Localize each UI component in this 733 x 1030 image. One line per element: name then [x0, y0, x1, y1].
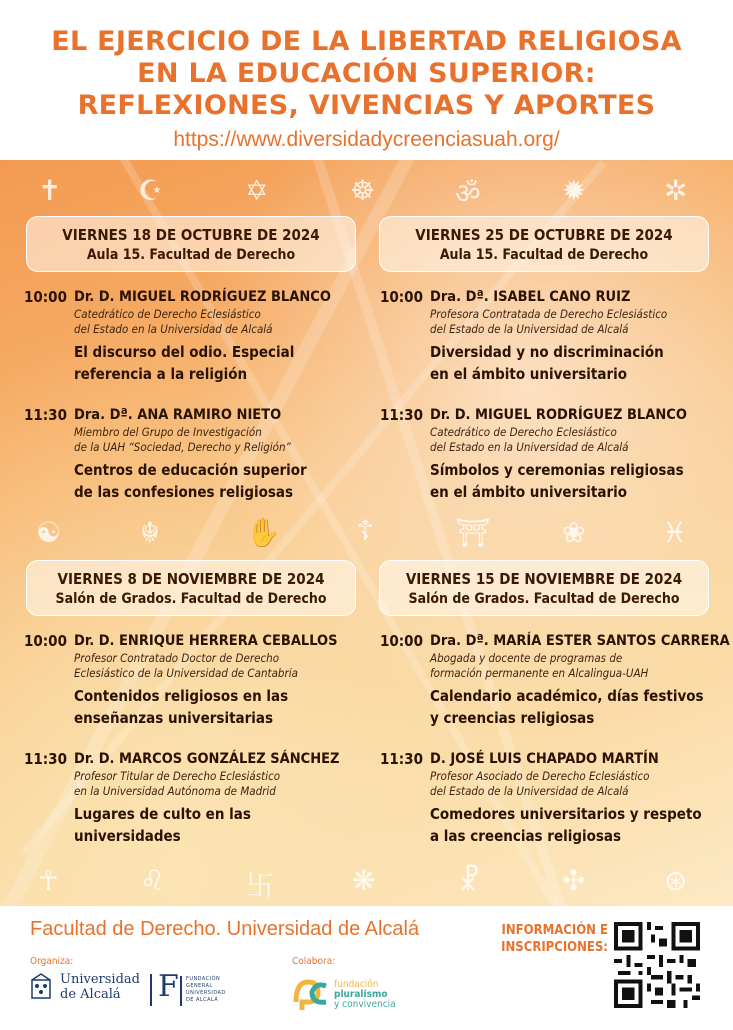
chi-rho-icon: ☧	[458, 864, 480, 897]
talk-title-line: en el ámbito universitario	[430, 365, 628, 383]
fg-text-line: FUNDACIÓN	[186, 976, 221, 982]
speaker-affiliation: en la Universidad Autónoma de Madrid	[74, 784, 276, 798]
session-header	[379, 216, 709, 272]
speaker-affiliation: del Estado en la Universidad de Alcalá	[430, 440, 629, 454]
uah-crest-icon	[28, 972, 54, 1002]
slavic-icon: ❋	[352, 864, 376, 897]
speaker-affiliation: Eclesiástico de la Universidad de Cantabria	[74, 666, 298, 680]
fp-text-line: fundación	[334, 979, 379, 990]
talk-title-line: a las creencias religiosas	[430, 827, 622, 845]
talk-title	[74, 341, 354, 385]
logo-divider	[180, 976, 182, 1006]
speaker-name: D. JOSÉ LUIS CHAPADO MARTÍN	[430, 751, 659, 767]
talk	[24, 406, 354, 503]
talk-title-line: referencia a la religión	[74, 365, 248, 383]
faculty-name: Facultad de Derecho. Universidad de Alcalá	[30, 918, 420, 940]
speaker-affiliation: Profesora Contratada de Derecho Eclesiástico	[430, 307, 668, 321]
talk-title	[430, 341, 710, 385]
session-date: VIERNES 15 DE NOVIEMBRE DE 2024	[405, 570, 683, 588]
shinto-icon: ❀	[562, 516, 586, 549]
title-line-2: EN LA EDUCACIÓN SUPERIOR:	[137, 58, 596, 89]
talk-title-line: Centros de educación superior	[74, 461, 307, 479]
talk-title-line: y creencias religiosas	[430, 709, 595, 727]
session-venue: Salón de Grados. Facultad de Derecho	[55, 591, 327, 607]
talk-time: 10:00	[380, 632, 423, 650]
talk-title-line: enseñanzas universitarias	[74, 709, 274, 727]
ankh-icon: ☥	[38, 864, 59, 897]
info-line: INSCRIPCIONES:	[501, 940, 608, 955]
talk-time: 11:30	[380, 750, 423, 768]
speaker-name: Dra. Dª. ANA RAMIRO NIETO	[74, 407, 282, 423]
talk-time: 10:00	[380, 288, 423, 306]
talk-title	[430, 803, 710, 847]
talk	[380, 750, 710, 847]
speaker-affiliation: Abogada y docente de programas de	[430, 651, 623, 665]
logo-divider	[150, 974, 152, 1006]
hamsa-icon: ✋	[246, 516, 281, 549]
alpha-icon: ⊛	[664, 864, 688, 897]
talk-title-line: Lugares de culto en las	[74, 805, 251, 823]
speaker-name: Dr. D. MIGUEL RODRÍGUEZ BLANCO	[430, 407, 687, 423]
title-line-1: EL EJERCICIO DE LA LIBERTAD RELIGIOSA	[51, 26, 682, 57]
talk-title-line: Diversidad y no discriminación	[430, 343, 664, 361]
header	[0, 0, 733, 160]
kolovrat-icon: ✣	[562, 864, 586, 897]
speaker-affiliation: Profesor Asociado de Derecho Eclesiástico	[430, 769, 650, 783]
talk-title	[74, 685, 354, 729]
speaker-affiliation: Miembro del Grupo de Investigación	[74, 425, 262, 439]
session-header	[26, 560, 356, 616]
cross-icon: ✝	[38, 174, 62, 207]
talk-time: 10:00	[24, 288, 67, 306]
talk-title-line: Símbolos y ceremonias religiosas	[430, 461, 684, 479]
talk	[24, 632, 354, 729]
talk-title-line: universidades	[74, 827, 181, 845]
speaker-name: Dr. D. MIGUEL RODRÍGUEZ BLANCO	[74, 289, 331, 305]
uah-logo	[28, 972, 140, 1002]
talk-time: 11:30	[24, 406, 67, 424]
session-date: VIERNES 25 DE OCTUBRE DE 2024	[415, 226, 673, 244]
pc-logo-icon	[292, 972, 328, 1012]
talk-time: 11:30	[380, 406, 423, 424]
speaker-name: Dra. Dª. ISABEL CANO RUIZ	[430, 289, 631, 305]
ichthys-icon: ♓	[662, 516, 688, 549]
footer	[0, 906, 733, 1030]
star-of-david-icon: ✡	[245, 174, 269, 207]
organiza-label: Organiza:	[30, 956, 74, 967]
talk	[24, 288, 354, 385]
talk	[380, 406, 710, 503]
talk	[24, 750, 354, 847]
speaker-affiliation: del Estado de la Universidad de Alcalá	[430, 322, 629, 336]
speaker-affiliation: de la UAH “Sociedad, Derecho y Religión”	[74, 440, 291, 454]
colabora-label: Colabora:	[292, 956, 336, 967]
talk-time: 10:00	[24, 632, 67, 650]
speaker-name: Dr. D. MARCOS GONZÁLEZ SÁNCHEZ	[74, 751, 340, 767]
poster-title	[0, 0, 733, 122]
talk-title-line: Comedores universitarios y respeto	[430, 805, 702, 823]
speaker-name: Dra. Dª. MARÍA ESTER SANTOS CARRERA	[430, 633, 730, 649]
talk	[380, 632, 730, 729]
program-area	[0, 160, 733, 906]
talk	[380, 288, 710, 385]
session-date: VIERNES 18 DE OCTUBRE DE 2024	[62, 226, 320, 244]
speaker-affiliation: del Estado en la Universidad de Alcalá	[74, 322, 273, 336]
dharma-wheel-icon: ☸	[350, 174, 376, 207]
info-label	[480, 922, 608, 956]
khanda-icon: ☬	[140, 516, 160, 549]
talk-title-line: en el ámbito universitario	[430, 483, 628, 501]
lion-icon: ♌	[140, 864, 166, 897]
fg-text-line: GENERAL	[186, 983, 213, 989]
info-line: INFORMACIÓN E	[501, 923, 608, 938]
fg-text-line: DE ALCALÁ	[186, 997, 219, 1003]
swastika-icon: 卐	[246, 869, 275, 902]
session-venue: Aula 15. Facultad de Derecho	[439, 247, 649, 263]
fg-letter-icon: F	[158, 969, 179, 1004]
crescent-star-icon: ☪	[138, 174, 164, 207]
speaker-affiliation: del Estado de la Universidad de Alcalá	[430, 784, 629, 798]
title-line-3: REFLEXIONES, VIVENCIAS Y APORTES	[77, 90, 656, 121]
uah-line-1: Universidad	[60, 972, 140, 987]
torii-icon: ⛩	[455, 516, 491, 549]
session-venue: Aula 15. Facultad de Derecho	[86, 247, 296, 263]
session-header	[379, 560, 709, 616]
speaker-affiliation: Profesor Titular de Derecho Eclesiástico	[74, 769, 281, 783]
website-link[interactable]: https://www.diversidadycreenciasuah.org/	[173, 128, 560, 151]
talk-title	[430, 459, 710, 503]
star-icon: ✹	[562, 174, 586, 207]
uah-line-2: de Alcalá	[60, 987, 121, 1002]
speaker-name: Dr. D. ENRIQUE HERRERA CEBALLOS	[74, 633, 338, 649]
fg-text-line: UNIVERSIDAD	[186, 990, 226, 996]
talk-title-line: Calendario académico, días festivos	[430, 687, 704, 705]
talk-title	[430, 685, 710, 729]
baha-icon: ✲	[664, 174, 688, 207]
session-venue: Salón de Grados. Facultad de Derecho	[408, 591, 680, 607]
speaker-affiliation: Catedrático de Derecho Eclesiástico	[74, 307, 261, 321]
talk-title-line: de las confesiones religiosas	[74, 483, 294, 501]
yin-yang-icon: ☯	[36, 516, 62, 549]
fp-text-line: pluralismo	[334, 989, 388, 1000]
speaker-affiliation: Profesor Contratado Doctor de Derecho	[74, 651, 280, 665]
orthodox-cross-icon: ☦	[356, 514, 375, 547]
talk-title	[74, 459, 354, 503]
speaker-affiliation: Catedrático de Derecho Eclesiástico	[430, 425, 617, 439]
om-icon: ॐ	[455, 177, 481, 210]
talk-title	[74, 803, 354, 847]
fp-text-line: y convivencia	[334, 999, 396, 1010]
session-header	[26, 216, 356, 272]
talk-title-line: Contenidos religiosos en las	[74, 687, 289, 705]
talk-time: 11:30	[24, 750, 67, 768]
talk-title-line: El discurso del odio. Especial	[74, 343, 295, 361]
speaker-affiliation: formación permanente en Alcalingua-UAH	[430, 666, 649, 680]
qr-code[interactable]	[614, 922, 700, 1008]
session-date: VIERNES 8 DE NOVIEMBRE DE 2024	[57, 570, 325, 588]
